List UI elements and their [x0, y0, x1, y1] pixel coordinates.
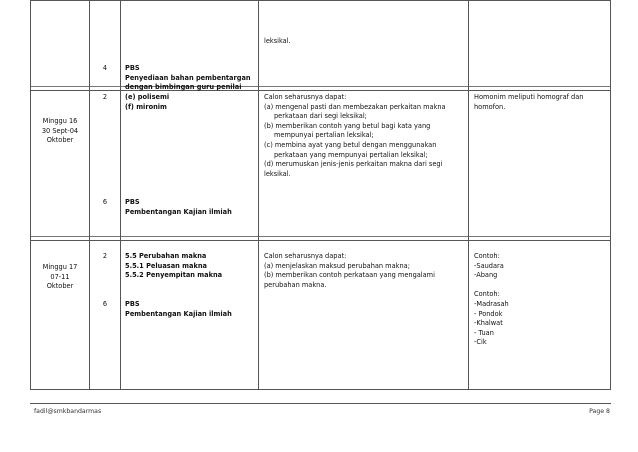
outcome-line: (d) merumuskan jenis-jenis perkaitan makna dari segi	[264, 160, 443, 169]
outcome-cell	[264, 93, 466, 179]
col-divider	[120, 0, 121, 389]
topic-line: (f) mironim	[125, 102, 167, 111]
outcome-line: (a) menjelaskan maksud perubahan makna;	[264, 261, 410, 270]
col-divider	[468, 0, 469, 389]
row-divider	[30, 90, 611, 91]
hours-cell: 4	[102, 64, 108, 72]
topic-line: PBS	[125, 300, 140, 308]
topic-line: Pembentangan Kajian ilmiah	[125, 207, 232, 216]
col-divider	[89, 0, 90, 389]
notes-line: Homonim meliputi homograf dan	[474, 93, 584, 101]
outcome-line: Calon seharusnya dapat:	[264, 252, 347, 260]
outcome-line: leksikal.	[264, 169, 291, 178]
hours-cell: 6	[102, 300, 108, 308]
outcome-cell	[264, 252, 466, 290]
table-border-top	[30, 0, 611, 1]
col-divider	[610, 0, 611, 389]
hours-cell: 6	[102, 198, 108, 206]
week-line: 30 Sept-04	[41, 126, 79, 135]
topic-cell	[125, 300, 257, 319]
outcome-line: perkataan dari segi leksikal;	[274, 112, 367, 121]
topic-line: 5.5 Perubahan makna	[125, 252, 207, 260]
notes-line: Contoh:	[474, 290, 500, 299]
outcome-line: (b) memberikan contoh perkataan yang mengalami	[264, 271, 435, 280]
topic-cell	[125, 198, 257, 217]
week-line: 07-11	[50, 272, 70, 281]
week-line: Minggu 16	[42, 117, 78, 125]
footer-author: fadil@smkbandarmas	[34, 408, 102, 415]
topic-line: 5.5.1 Peluasan makna	[125, 261, 207, 270]
topic-cell	[125, 252, 257, 281]
notes-line: Contoh:	[474, 252, 500, 260]
topic-line: Penyediaan bahan pembentargan	[125, 73, 251, 82]
topic-line: 5.5.2 Penyempitan makna	[125, 271, 223, 280]
topic-cell	[125, 64, 257, 93]
outcome-line: (b) memberikan contoh yang betul bagi kata yang	[264, 121, 431, 130]
notes-line: homofon.	[474, 102, 506, 111]
outcome-line: (c) membina ayat yang betul dengan menggunakan	[264, 140, 437, 149]
footer-divider	[30, 403, 611, 404]
outcome-line: (a) mengenal pasti dan membezakan perkaitan makna	[264, 102, 446, 111]
topic-line: PBS	[125, 64, 140, 72]
topic-cell	[125, 93, 257, 112]
outcome-line: perubahan makna.	[264, 280, 327, 289]
outcome-line: mempunyai pertalian leksikal;	[274, 131, 374, 140]
row-divider	[30, 86, 611, 87]
week-line: Oktober	[46, 136, 74, 145]
topic-line: (e) polisemi	[125, 93, 170, 101]
notes-spacer	[474, 281, 608, 291]
notes-line: -Madrasah	[474, 299, 509, 308]
outcome-line: Calon seharusnya dapat:	[264, 93, 347, 101]
week-cell	[31, 263, 89, 292]
outcome-cell	[264, 37, 464, 47]
notes-line: - Pondok	[474, 309, 503, 318]
page-number: Page 8	[589, 408, 610, 415]
hours-cell: 2	[102, 252, 108, 260]
outcome-line: perkataan yang mempunyai pertalian leksikal;	[274, 150, 428, 159]
week-cell	[31, 117, 89, 146]
row-divider	[30, 236, 611, 237]
notes-line: -Abang	[474, 271, 498, 280]
notes-cell	[474, 252, 608, 348]
topic-line: PBS	[125, 198, 140, 206]
notes-line: -Saudara	[474, 261, 504, 270]
notes-line: - Tuan	[474, 328, 494, 337]
week-line: Minggu 17	[42, 263, 78, 271]
notes-line: -Cik	[474, 338, 487, 347]
topic-line: Pembentangan Kajian ilmiah	[125, 309, 232, 318]
notes-line: -Khalwat	[474, 319, 503, 328]
col-divider	[30, 0, 31, 389]
topic-line: dengan bimbingan guru penilai	[125, 83, 242, 92]
col-divider	[258, 0, 259, 389]
hours-cell: 2	[102, 93, 108, 101]
table-border-bottom	[30, 389, 611, 390]
syllabus-table	[30, 0, 611, 400]
row-divider	[30, 240, 611, 241]
notes-cell	[474, 93, 608, 112]
outcome-line: leksikal.	[264, 37, 291, 45]
week-line: Oktober	[46, 282, 74, 291]
